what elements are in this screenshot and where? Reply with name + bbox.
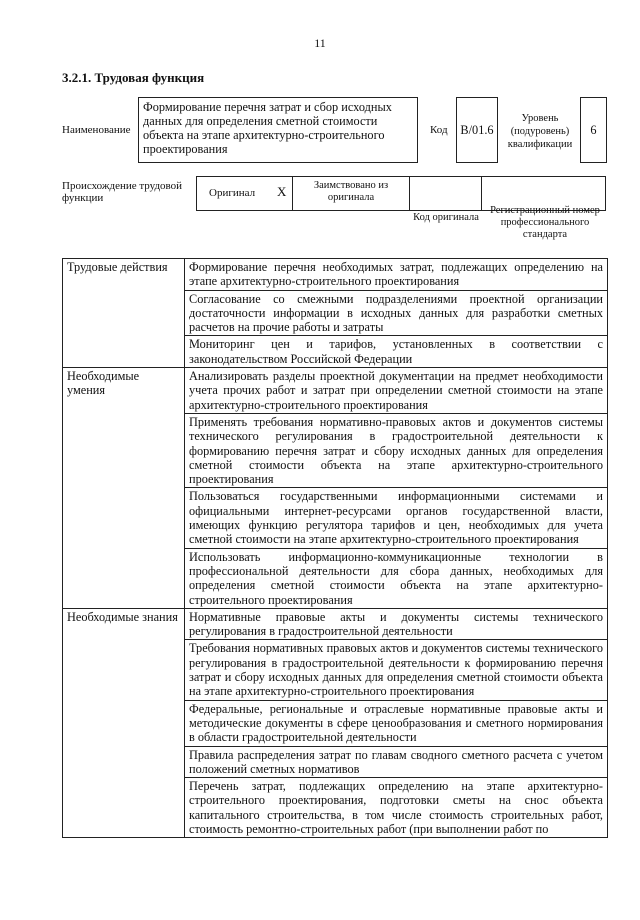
original-label: Оригинал	[209, 187, 256, 199]
category-labor-actions: Трудовые действия	[63, 259, 185, 368]
level-box	[580, 97, 607, 163]
level-label: Уровень (подуровень) квалификации	[507, 112, 573, 150]
list-item: Пользоваться государственными информационными системами и официальными интернет-ресурсами органов государственной власти, имеющих функцию регулятора тарифов и цен, необходимых для учета сметной стоимости на этапе архитектурно-строительного проектирования	[185, 488, 608, 548]
list-item: Нормативные правовые акты и документы системы технического регулирования в градостроительной деятельности	[185, 608, 608, 640]
reg-number-caption: Регистрационный номер профессионального стандарта	[490, 205, 600, 240]
table-row	[63, 259, 608, 291]
list-item: Перечень затрат, подлежащих определению на этапе архитектурно-строительного проектирования, подготовки сметы на снос объекта капитального строительства, в том числе стоимость строительных работ, стоимость ремонтно-строительных работ (при выполнении работ по	[185, 778, 608, 838]
function-name-box	[138, 97, 418, 163]
list-item: Применять требования нормативно-правовых актов и документов системы технического регулирования в градостроительной деятельности к формированию перечня затрат и сбору исходных данных для определения сметной стоимости объекта на этапе архитектурно-строительного проектирования	[185, 413, 608, 487]
table-row	[63, 368, 608, 414]
code-label: Код	[430, 124, 448, 136]
borrowed-label: Заимствовано из оригинала	[313, 180, 389, 203]
code-box	[456, 97, 498, 163]
level-value: 6	[590, 122, 597, 137]
list-item: Формирование перечня необходимых затрат, подлежащих определению на этапе архитектурно-строительного проектирования	[185, 259, 608, 291]
list-item: Требования нормативных правовых актов и документов системы технического регулирования в градостроительной деятельности к формированию перечня затрат и сбору исходных данных для определения сметной стоимости объекта на этапе архитектурно-строительного проектирования	[185, 640, 608, 700]
name-label: Наименование	[62, 124, 131, 136]
origin-label: Происхождение трудовой функции	[62, 180, 183, 204]
section-title: 3.2.1. Трудовая функция	[62, 70, 205, 85]
list-item: Согласование со смежными подразделениями проектной организации достаточности информации в исходных данных для разработки сметных расчетов на прочие работы и затраты	[185, 290, 608, 336]
list-item: Мониторинг цен и тарифов, установленных в соответствии с законодательством Российской Федерации	[185, 336, 608, 368]
list-item: Правила распределения затрат по главам сводного сметного расчета с учетом положений сметных нормативов	[185, 746, 608, 778]
table-row	[63, 608, 608, 640]
function-name-value: Формирование перечня затрат и сбор исходных данных для определения сметной стоимости объекта на этапе архитектурно-строительного проектирования	[143, 100, 392, 156]
page-number: 11	[314, 36, 326, 50]
list-item: Федеральные, региональные и отраслевые нормативные правовые акты и методические документы в сфере ценообразования и сметного нормирования в области градостроительной деятельности	[185, 700, 608, 746]
category-required-skills: Необходимые умения	[63, 368, 185, 609]
code-value: B/01.6	[460, 122, 494, 137]
list-item: Использовать информационно-коммуникационные технологии в профессиональной деятельности для сбора данных, необходимых для определения сметной стоимости объекта на этапе архитектурно-строительного проектирования	[185, 548, 608, 608]
original-mark: X	[277, 184, 287, 199]
origin-divider-1	[292, 177, 293, 210]
category-required-knowledge: Необходимые знания	[63, 608, 185, 837]
function-details-table	[62, 258, 608, 838]
code-origin-caption: Код оригинала	[413, 212, 479, 223]
list-item: Анализировать разделы проектной документации на предмет необходимости учета прочих работ и затрат при определении сметной стоимости на этапе архитектурно-строительного проектирования	[185, 368, 608, 414]
